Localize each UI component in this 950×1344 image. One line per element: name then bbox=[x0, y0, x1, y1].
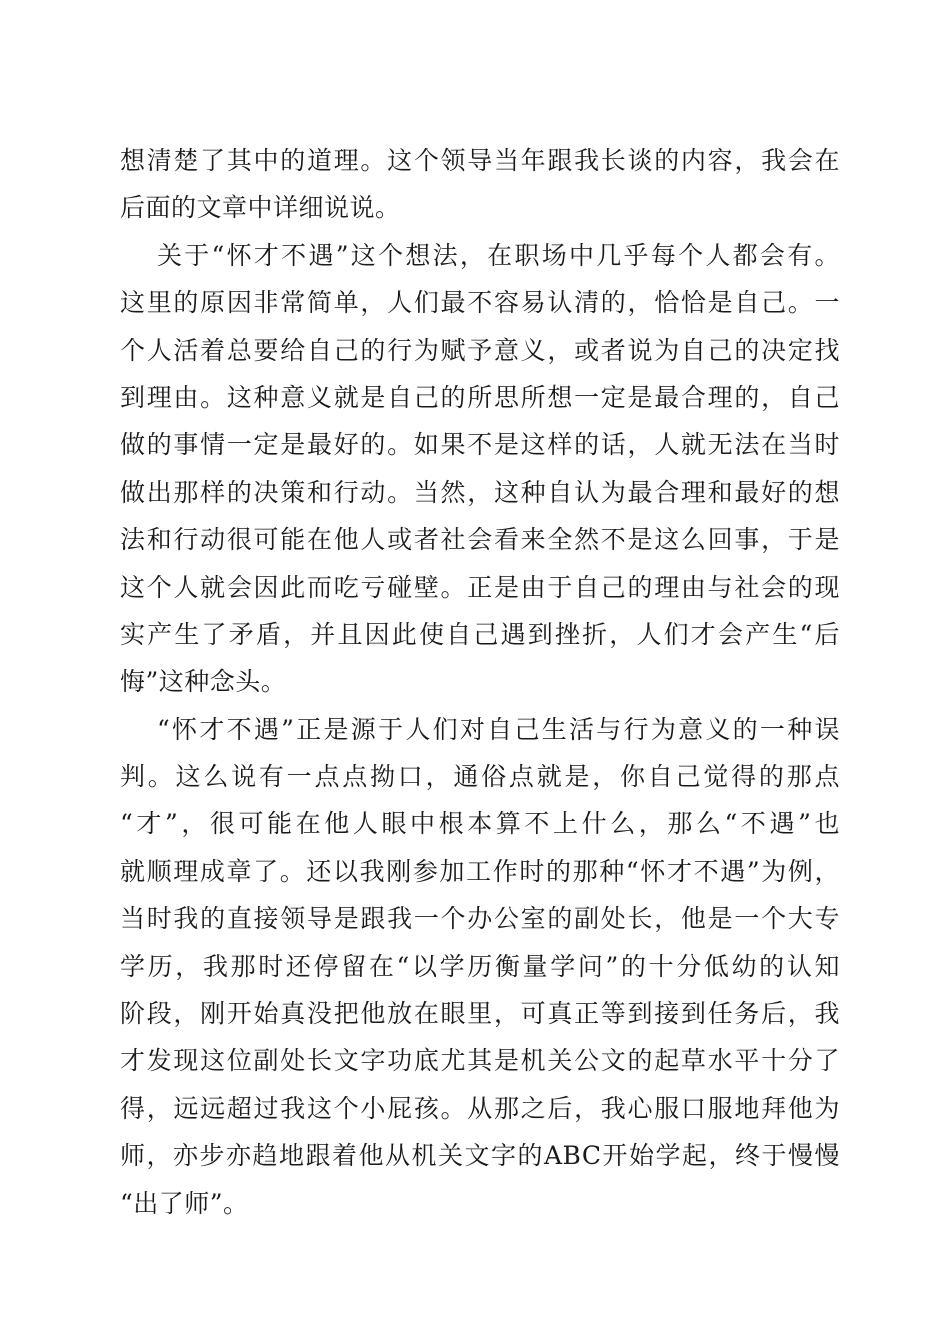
text-line: 这里的原因非常简单，人们最不容易认清的，恰恰是自己。一 bbox=[120, 288, 840, 318]
text-line: 到理由。这种意义就是自己的所思所想一定是最合理的，自己 bbox=[120, 382, 840, 412]
text-line: 判。这么说有一点点拗口，通俗点就是，你自己觉得的那点 bbox=[120, 762, 840, 792]
text-line: “才”，很可能在他人眼中根本算不上什么，那么“不遇”也 bbox=[120, 809, 840, 839]
text-line: 法和行动很可能在他人或者社会看来全然不是这么回事，于是 bbox=[120, 525, 840, 555]
text-line: 得，远远超过我这个小屁孩。从那之后，我心服口服地拜他为 bbox=[120, 1093, 840, 1123]
text-line: 阶段，刚开始真没把他放在眼里，可真正等到接到任务后，我 bbox=[120, 999, 840, 1029]
text-line: 做的事情一定是最好的。如果不是这样的话，人就无法在当时 bbox=[120, 430, 840, 460]
text-line: “出了师”。 bbox=[120, 1188, 249, 1218]
paragraph-first-line: 关于“怀才不遇”这个想法，在职场中几乎每个人都会有。 bbox=[157, 240, 840, 270]
text-line: 悔”这种念头。 bbox=[120, 667, 287, 697]
text-line: 这个人就会因此而吃亏碰壁。正是由于自己的理由与社会的现 bbox=[120, 572, 840, 602]
text-line: 当时我的直接领导是跟我一个办公室的副处长，他是一个大专 bbox=[120, 904, 840, 934]
text-line: 个人活着总要给自己的行为赋予意义，或者说为自己的决定找 bbox=[120, 335, 840, 365]
text-line: 实产生了矛盾，并且因此使自己遇到挫折，人们才会产生“后 bbox=[120, 619, 840, 649]
text-line: 就顺理成章了。还以我刚参加工作时的那种“怀才不遇”为例， bbox=[120, 856, 840, 886]
body-text bbox=[120, 137, 840, 1227]
text-line: 师，亦步亦趋地跟着他从机关文字的ABC开始学起，终于慢慢 bbox=[120, 1141, 840, 1171]
text-line: 才发现这位副处长文字功底尤其是机关公文的起草水平十分了 bbox=[120, 1046, 840, 1076]
text-line: 学历，我那时还停留在“以学历衡量学问”的十分低幼的认知 bbox=[120, 951, 840, 981]
text-line: 做出那样的决策和行动。当然，这种自认为最合理和最好的想 bbox=[120, 477, 840, 507]
text-line: 后面的文章中详细说说。 bbox=[120, 193, 401, 223]
paragraph-first-line: “怀才不遇”正是源于人们对自己生活与行为意义的一种误 bbox=[157, 714, 840, 744]
text-line: 想清楚了其中的道理。这个领导当年跟我长谈的内容，我会在 bbox=[120, 146, 840, 175]
